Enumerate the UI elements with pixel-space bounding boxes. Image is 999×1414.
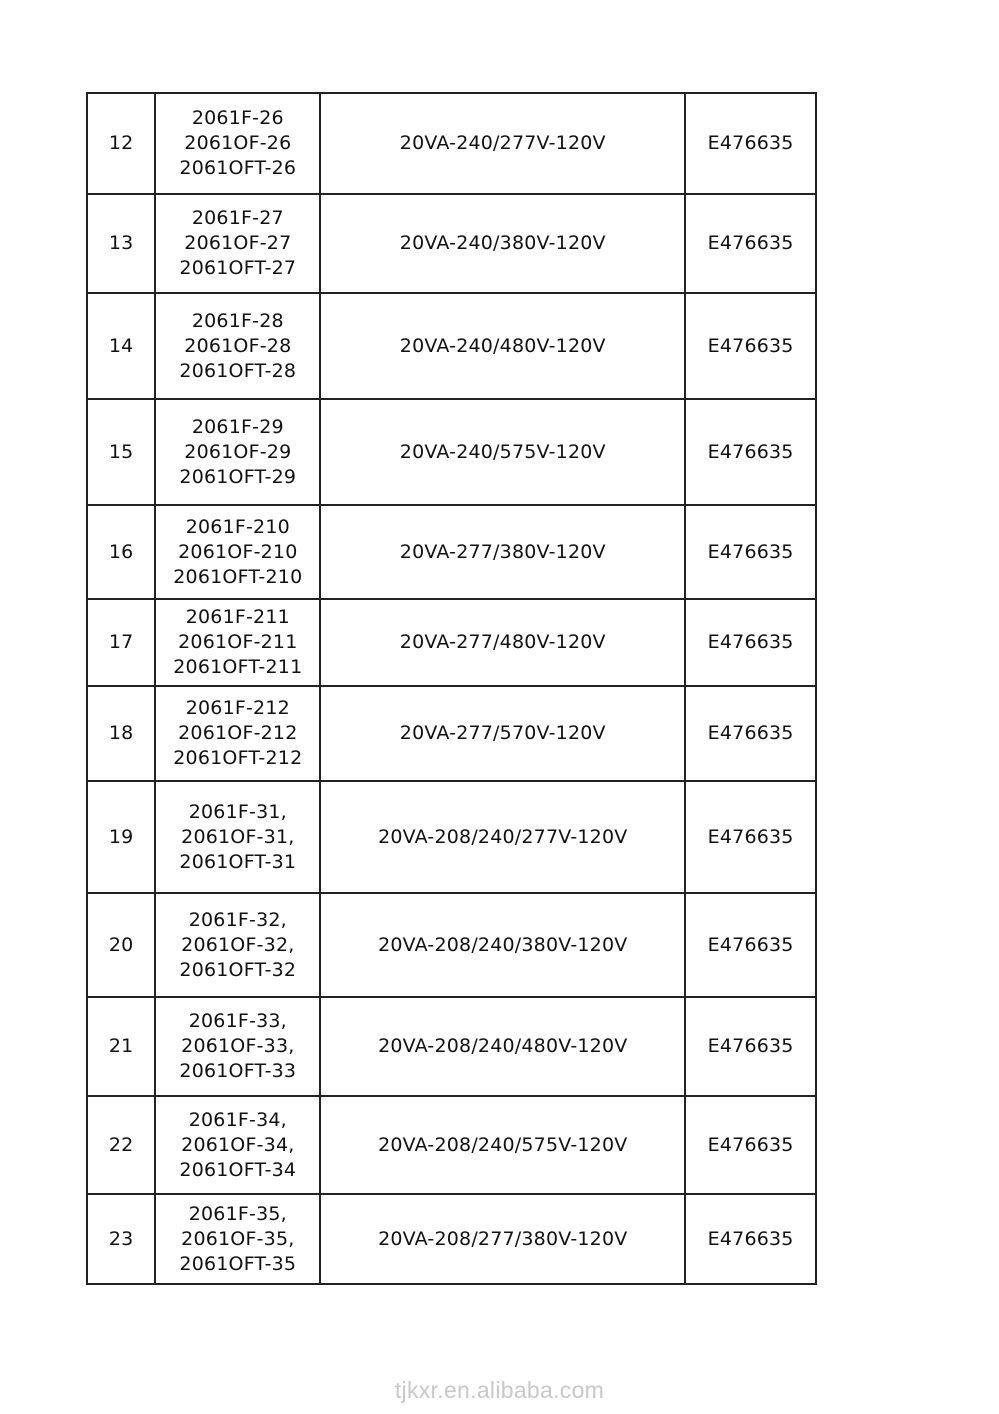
model-cell [155, 1194, 320, 1284]
row-number-cell: 23 [87, 1194, 155, 1284]
file-number-cell: E476635 [685, 1194, 816, 1284]
model-line: 2061OFT-211 [173, 656, 303, 678]
model-cell [155, 599, 320, 686]
model-line: 2061OFT-31 [179, 850, 297, 873]
row-number-cell: 16 [87, 505, 155, 599]
model-cell [155, 1096, 320, 1194]
row-number-cell: 15 [87, 399, 155, 505]
rating-cell: 20VA-277/570V-120V [320, 686, 685, 781]
file-number-cell: E476635 [685, 1096, 816, 1194]
model-line: 2061OFT-212 [173, 747, 303, 769]
model-line: 2061OF-29 [184, 440, 292, 463]
model-line: 2061OFT-210 [173, 565, 303, 588]
watermark-text: tjkxr.en.alibaba.com [394, 1377, 605, 1403]
model-line: 2061OFT-34 [179, 1158, 297, 1181]
table-row [87, 194, 816, 293]
model-line: 2061F-31, [188, 800, 287, 823]
rating-cell: 20VA-240/380V-120V [320, 194, 685, 293]
model-line: 2061OF-211 [178, 631, 298, 653]
model-line: 2061F-210 [185, 515, 290, 538]
model-line: 2061OFT-33 [179, 1060, 297, 1082]
model-line: 2061F-211 [185, 606, 290, 628]
model-line: 2061OFT-27 [179, 257, 297, 279]
row-number-cell: 19 [87, 781, 155, 893]
model-line: 2061OFT-32 [179, 958, 297, 981]
row-number-cell: 12 [87, 93, 155, 194]
model-line: 2061F-27 [191, 207, 284, 229]
rating-cell: 20VA-277/480V-120V [320, 599, 685, 686]
model-line: 2061F-33, [188, 1010, 287, 1032]
file-number-cell: E476635 [685, 194, 816, 293]
certification-table [86, 92, 817, 1285]
model-line: 2061OF-33, [181, 1035, 295, 1057]
model-line: 2061OF-31, [181, 825, 295, 848]
model-line: 2061F-28 [191, 309, 284, 332]
table-row [87, 399, 816, 505]
model-line: 2061F-212 [185, 697, 290, 719]
row-number-cell: 21 [87, 997, 155, 1096]
file-number-cell: E476635 [685, 93, 816, 194]
rating-cell: 20VA-240/480V-120V [320, 293, 685, 399]
model-line: 2061OF-34, [181, 1133, 295, 1156]
rating-cell: 20VA-240/575V-120V [320, 399, 685, 505]
table-row [87, 893, 816, 997]
model-cell [155, 293, 320, 399]
model-line: 2061OF-212 [178, 722, 298, 744]
model-line: 2061F-29 [191, 415, 284, 438]
table-row [87, 686, 816, 781]
model-line: 2061OFT-35 [179, 1252, 297, 1275]
model-line: 2061OFT-28 [179, 359, 297, 382]
rating-cell: 20VA-208/277/380V-120V [320, 1194, 685, 1284]
file-number-cell: E476635 [685, 686, 816, 781]
table-row [87, 93, 816, 194]
file-number-cell: E476635 [685, 399, 816, 505]
file-number-cell: E476635 [685, 781, 816, 893]
model-line: 2061OF-35, [181, 1227, 295, 1250]
rating-cell: 20VA-208/240/480V-120V [320, 997, 685, 1096]
table-row [87, 599, 816, 686]
model-line: 2061OF-28 [184, 334, 292, 357]
model-cell [155, 997, 320, 1096]
model-cell [155, 194, 320, 293]
table-row [87, 1194, 816, 1284]
rating-cell: 20VA-277/380V-120V [320, 505, 685, 599]
table-body [87, 93, 816, 1284]
model-cell [155, 93, 320, 194]
model-cell [155, 781, 320, 893]
model-line: 2061F-32, [188, 908, 287, 931]
file-number-cell: E476635 [685, 599, 816, 686]
model-line: 2061F-35, [188, 1202, 287, 1225]
table-row [87, 293, 816, 399]
row-number-cell: 18 [87, 686, 155, 781]
model-line: 2061OF-26 [184, 132, 292, 154]
row-number-cell: 13 [87, 194, 155, 293]
model-line: 2061OFT-29 [179, 465, 297, 488]
model-cell [155, 505, 320, 599]
model-cell [155, 893, 320, 997]
row-number-cell: 14 [87, 293, 155, 399]
model-cell [155, 399, 320, 505]
rating-cell: 20VA-208/240/575V-120V [320, 1096, 685, 1194]
rating-cell: 20VA-208/240/277V-120V [320, 781, 685, 893]
model-cell [155, 686, 320, 781]
rating-cell: 20VA-208/240/380V-120V [320, 893, 685, 997]
table-row [87, 1096, 816, 1194]
rating-cell: 20VA-240/277V-120V [320, 93, 685, 194]
table-row [87, 505, 816, 599]
row-number-cell: 17 [87, 599, 155, 686]
table-row [87, 781, 816, 893]
model-line: 2061OF-32, [181, 933, 295, 956]
file-number-cell: E476635 [685, 293, 816, 399]
file-number-cell: E476635 [685, 505, 816, 599]
row-number-cell: 20 [87, 893, 155, 997]
file-number-cell: E476635 [685, 893, 816, 997]
model-line: 2061OF-27 [184, 232, 292, 254]
table-row [87, 997, 816, 1096]
file-number-cell: E476635 [685, 997, 816, 1096]
model-line: 2061F-34, [188, 1108, 287, 1131]
model-line: 2061F-26 [191, 107, 284, 129]
row-number-cell: 22 [87, 1096, 155, 1194]
model-line: 2061OFT-26 [179, 157, 297, 179]
model-line: 2061OF-210 [178, 540, 298, 563]
